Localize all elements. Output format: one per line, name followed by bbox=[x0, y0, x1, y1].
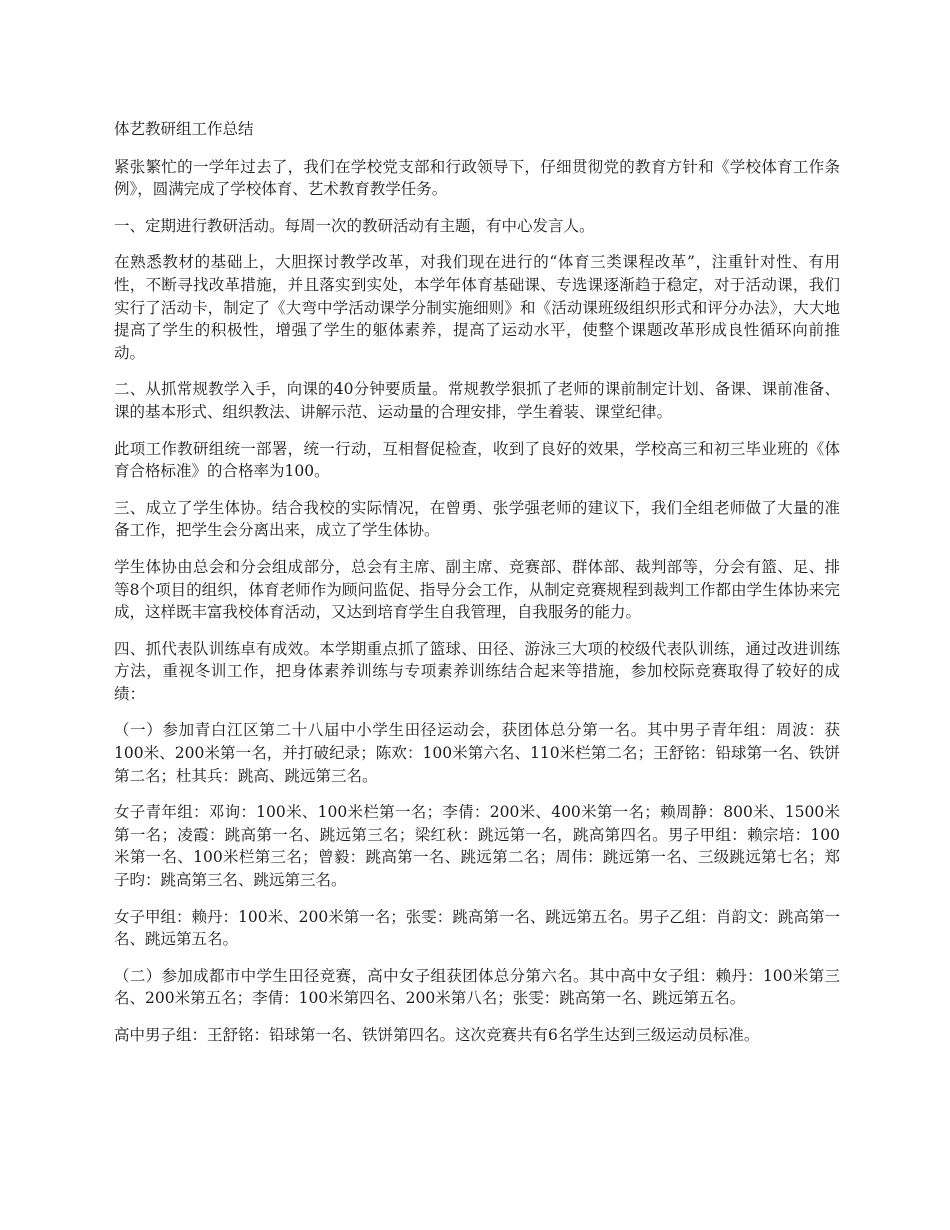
document-page bbox=[114, 118, 840, 1061]
paragraph-section-4-heading: 四、抓代表队训练卓有成效。本学期重点抓了篮球、田径、游泳三大项的校级代表队训练，通过改进训练方法，重视冬训工作，把身体素养训练与专项素养训练结合起来等措施，参加校际竞赛取得了较好的成绩： bbox=[114, 639, 840, 703]
paragraph-girls-group-a-results: 女子甲组：赖丹：100米、200米第一名；张雯：跳高第一名、跳远第五名。男子乙组：肖韵文：跳高第一名、跳远第五名。 bbox=[114, 907, 840, 949]
paragraph-section-1-body: 在熟悉教材的基础上，大胆探讨教学改革，对我们现在进行的“体育三类课程改革”，注重针对性、有用性，不断寻找改革措施，并且落实到实处，本学年体育基础课、专选课逐渐趋于稳定，对于活动课，我们实行了活动卡，制定了《大弯中学活动课学分制实施细则》和《活动课班级组织形式和评分办法》，大大地提高了学生的积极性，增强了学生的躯体素养，提高了运动水平，使整个课题改革形成良性循环向前推动。 bbox=[114, 253, 840, 362]
paragraph-city-meet-results: （二）参加成都市中学生田径竞赛，高中女子组获团体总分第六名。其中高中女子组：赖丹：100米第三名、200米第五名；李倩：100米第四名、200米第八名；张雯：跳高第一名、跳远第五名。 bbox=[114, 966, 840, 1008]
paragraph-district-meet-results: （一）参加青白江区第二十八届中小学生田径运动会，获团体总分第一名。其中男子青年组：周波：获100米、200米第一名，并打破纪录；陈欢：100米第六名、110米栏第二名；王舒铭：铅球第一名、铁饼第二名；杜其兵：跳高、跳远第三名。 bbox=[114, 721, 840, 785]
paragraph-girls-youth-results: 女子青年组：邓询：100米、100米栏第一名；李倩：200米、400米第一名；赖周静：800米、1500米第一名；凌霞：跳高第一名、跳远第三名；梁红秋：跳远第一名，跳高第四名。男子甲组：赖宗培：100米第一名、100米栏第三名；曾毅：跳高第一名、跳远第二名；周伟：跳远第一名、三级跳远第七名；郑子昀：跳高第三名、跳远第三名。 bbox=[114, 803, 840, 890]
paragraph-section-2-heading: 二、从抓常规教学入手，向课的40分钟要质量。常规教学狠抓了老师的课前制定计划、备课、课前准备、课的基本形式、组织教法、讲解示范、运动量的合理安排，学生着装、课堂纪律。 bbox=[114, 380, 840, 421]
paragraph-boys-high-school-results: 高中男子组：王舒铭：铅球第一名、铁饼第四名。这次竞赛共有6名学生达到三级运动员标准。 bbox=[114, 1026, 760, 1044]
paragraph-intro: 紧张繁忙的一学年过去了，我们在学校党支部和行政领导下，仔细贯彻党的教育方针和《学校体育工作条例》，圆满完成了学校体育、艺术教育教学任务。 bbox=[114, 157, 840, 199]
paragraph-section-3-body: 学生体协由总会和分会组成部分，总会有主席、副主席、竞赛部、群体部、裁判部等，分会有篮、足、排等8个项目的组织，体育老师作为顾问监促、指导分会工作，从制定竞赛规程到裁判工作都由学生体协来完成，这样既丰富我校体育活动，又达到培育学生自我管理，自我服务的能力。 bbox=[114, 557, 840, 622]
document-title: 体艺教研组工作总结 bbox=[114, 120, 254, 138]
paragraph-section-2-body: 此项工作教研组统一部署，统一行动，互相督促检查，收到了良好的效果，学校高三和初三毕业班的《体育合格标准》的合格率为100。 bbox=[114, 439, 840, 481]
paragraph-section-3-heading: 三、成立了学生体协。结合我校的实际情况，在曾勇、张学强老师的建议下，我们全组老师做了大量的准备工作，把学生会分离出来，成立了学生体协。 bbox=[114, 498, 840, 540]
paragraph-section-1-heading: 一、定期进行教研活动。每周一次的教研活动有主题，有中心发言人。 bbox=[114, 216, 595, 235]
